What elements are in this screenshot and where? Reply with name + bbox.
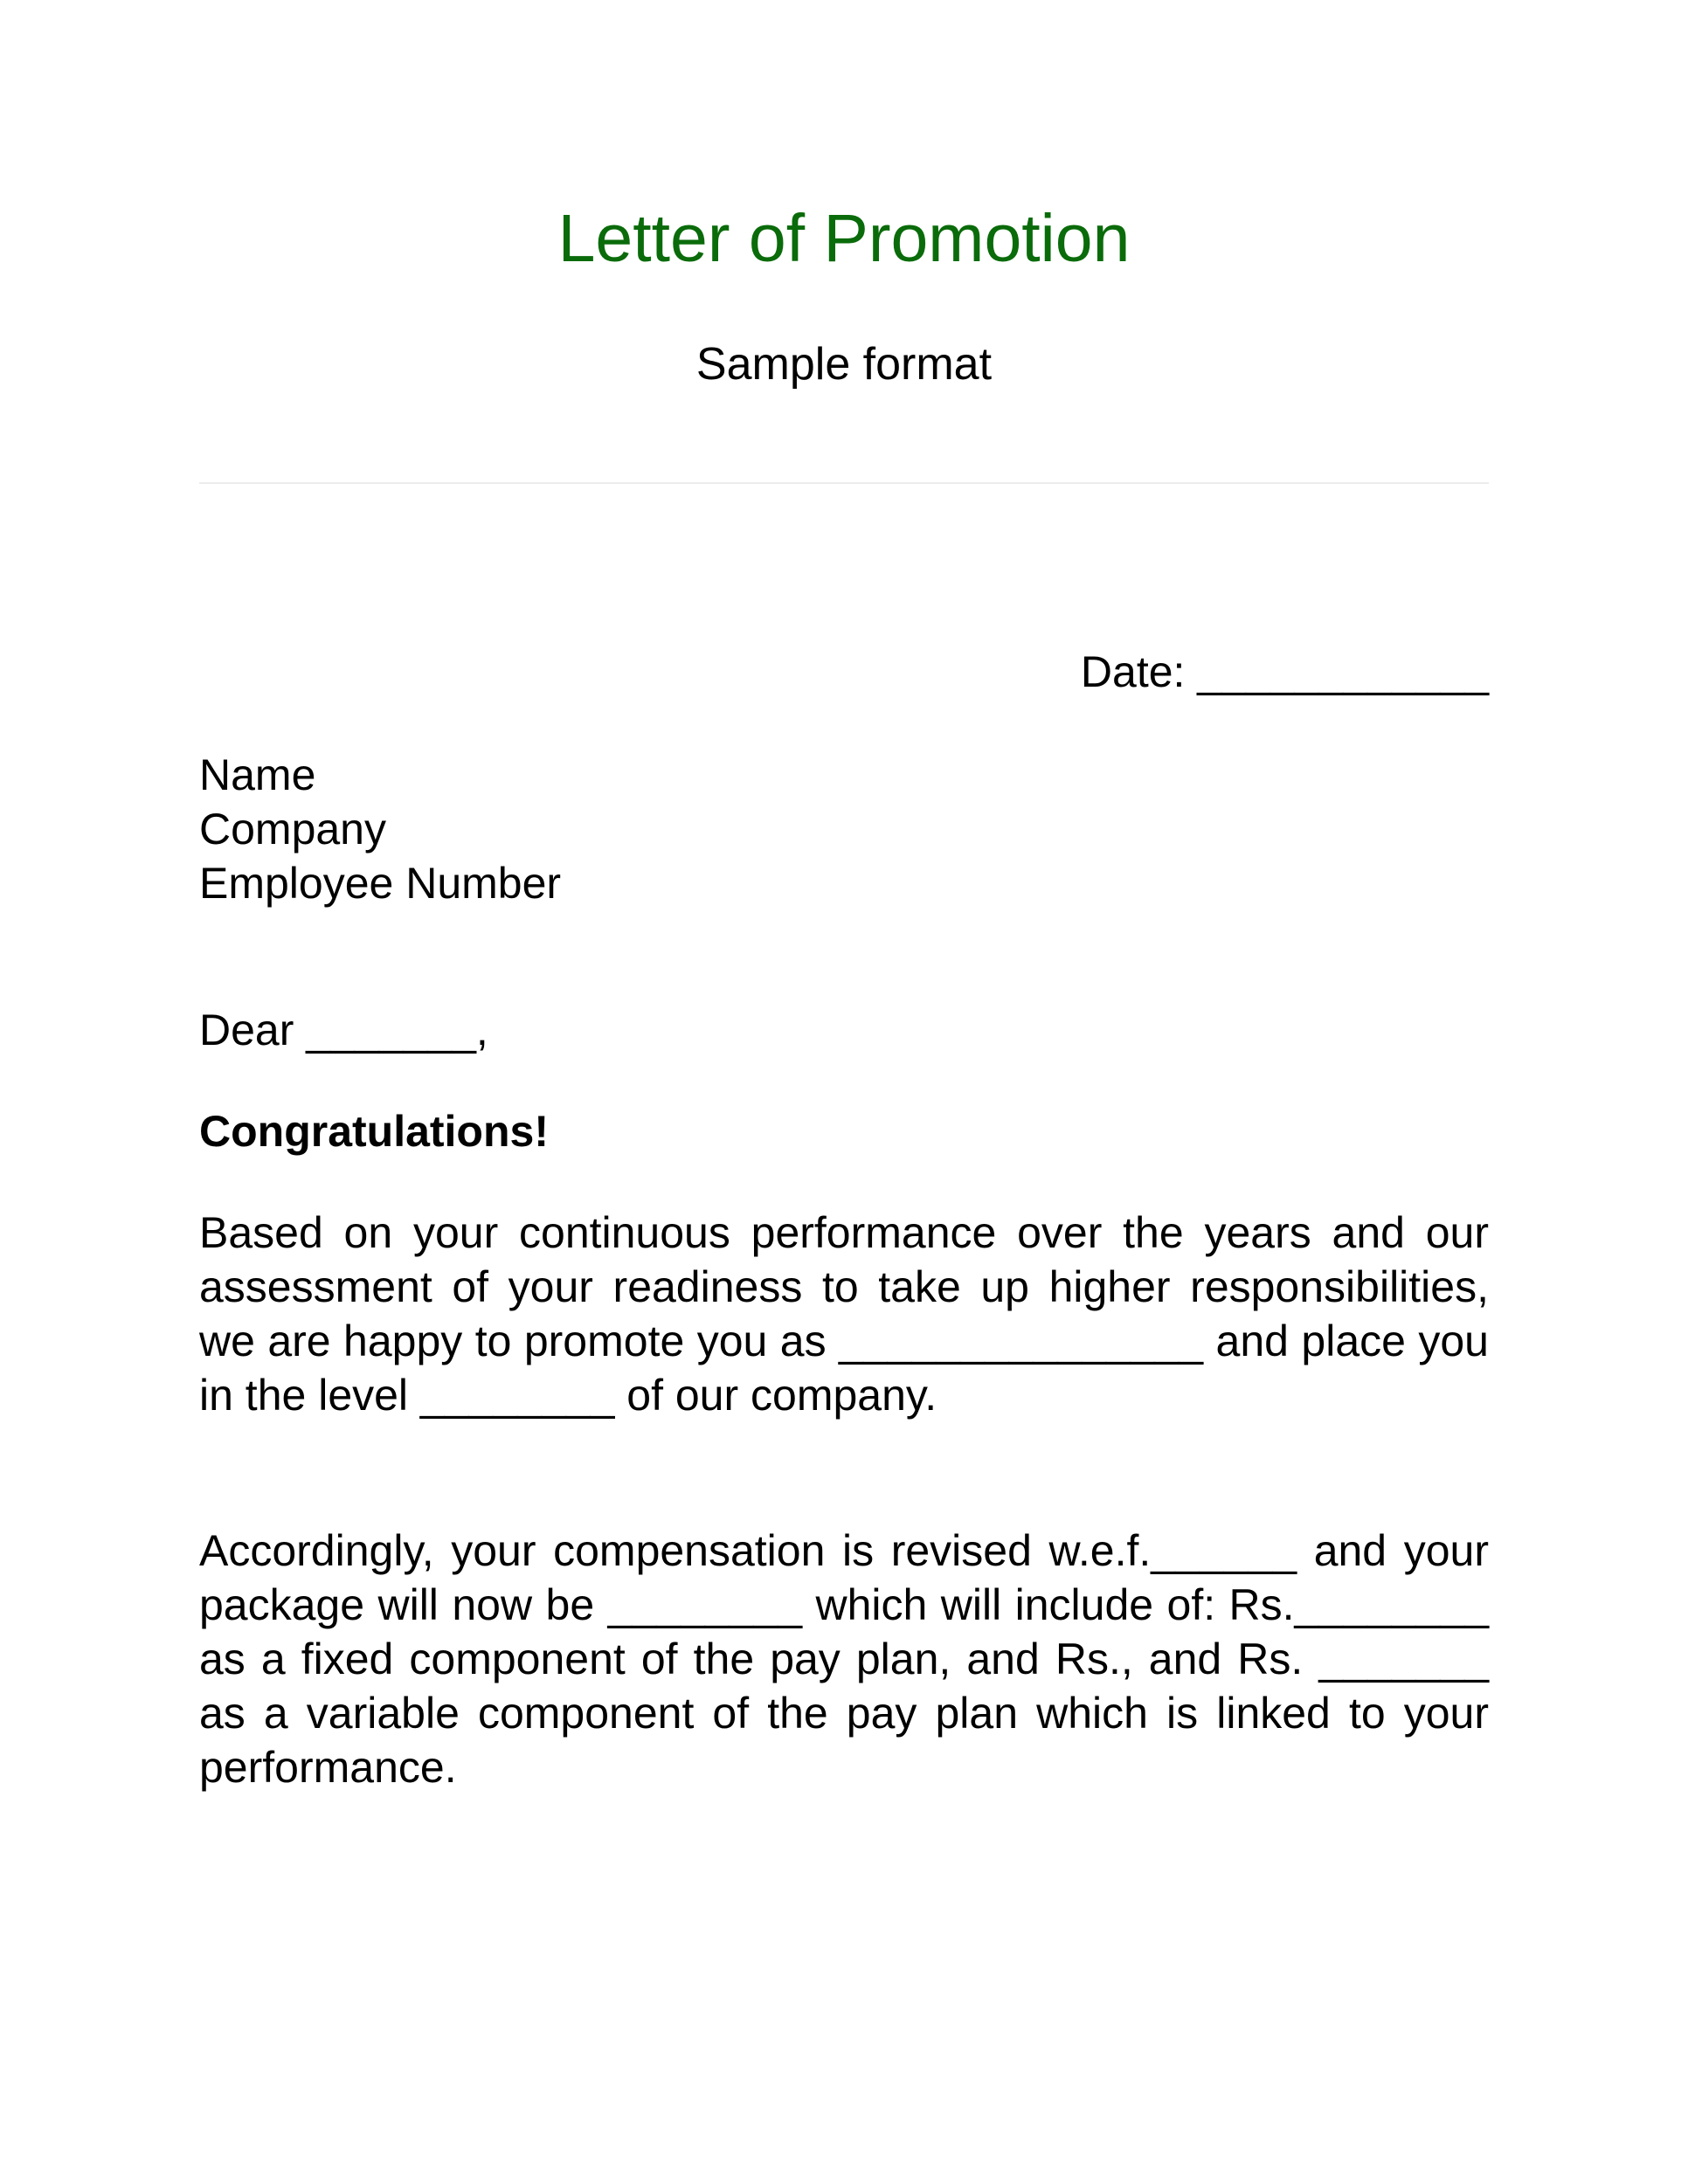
date-line: Date: ____________ <box>1080 647 1489 696</box>
compensation-paragraph: Accordingly, your compensation is revised w.e.f.______ and your package will now be ________ which will include of: Rs.________ as a fixed component of the pay plan, and Rs., and Rs. _______ as a variable component of the pay plan which is linked to your performance. <box>199 1526 1489 1792</box>
header-divider <box>199 482 1489 484</box>
recipient-company: Company <box>199 805 386 854</box>
recipient-employee-number: Employee Number <box>199 859 562 908</box>
recipient-name: Name <box>199 750 316 799</box>
document-title: Letter of Promotion <box>557 201 1131 276</box>
recipient-block <box>199 748 1489 910</box>
document-subtitle: Sample format <box>695 339 993 390</box>
congratulations-heading: Congratulations! <box>199 1107 549 1156</box>
salutation: Dear _______, <box>199 1006 488 1054</box>
promotion-paragraph: Based on your continuous performance over the years and our assessment of your readiness to take up higher responsibilities, we are happy to promote you as _______________ and place you in the level ________ of our company. <box>199 1208 1489 1420</box>
